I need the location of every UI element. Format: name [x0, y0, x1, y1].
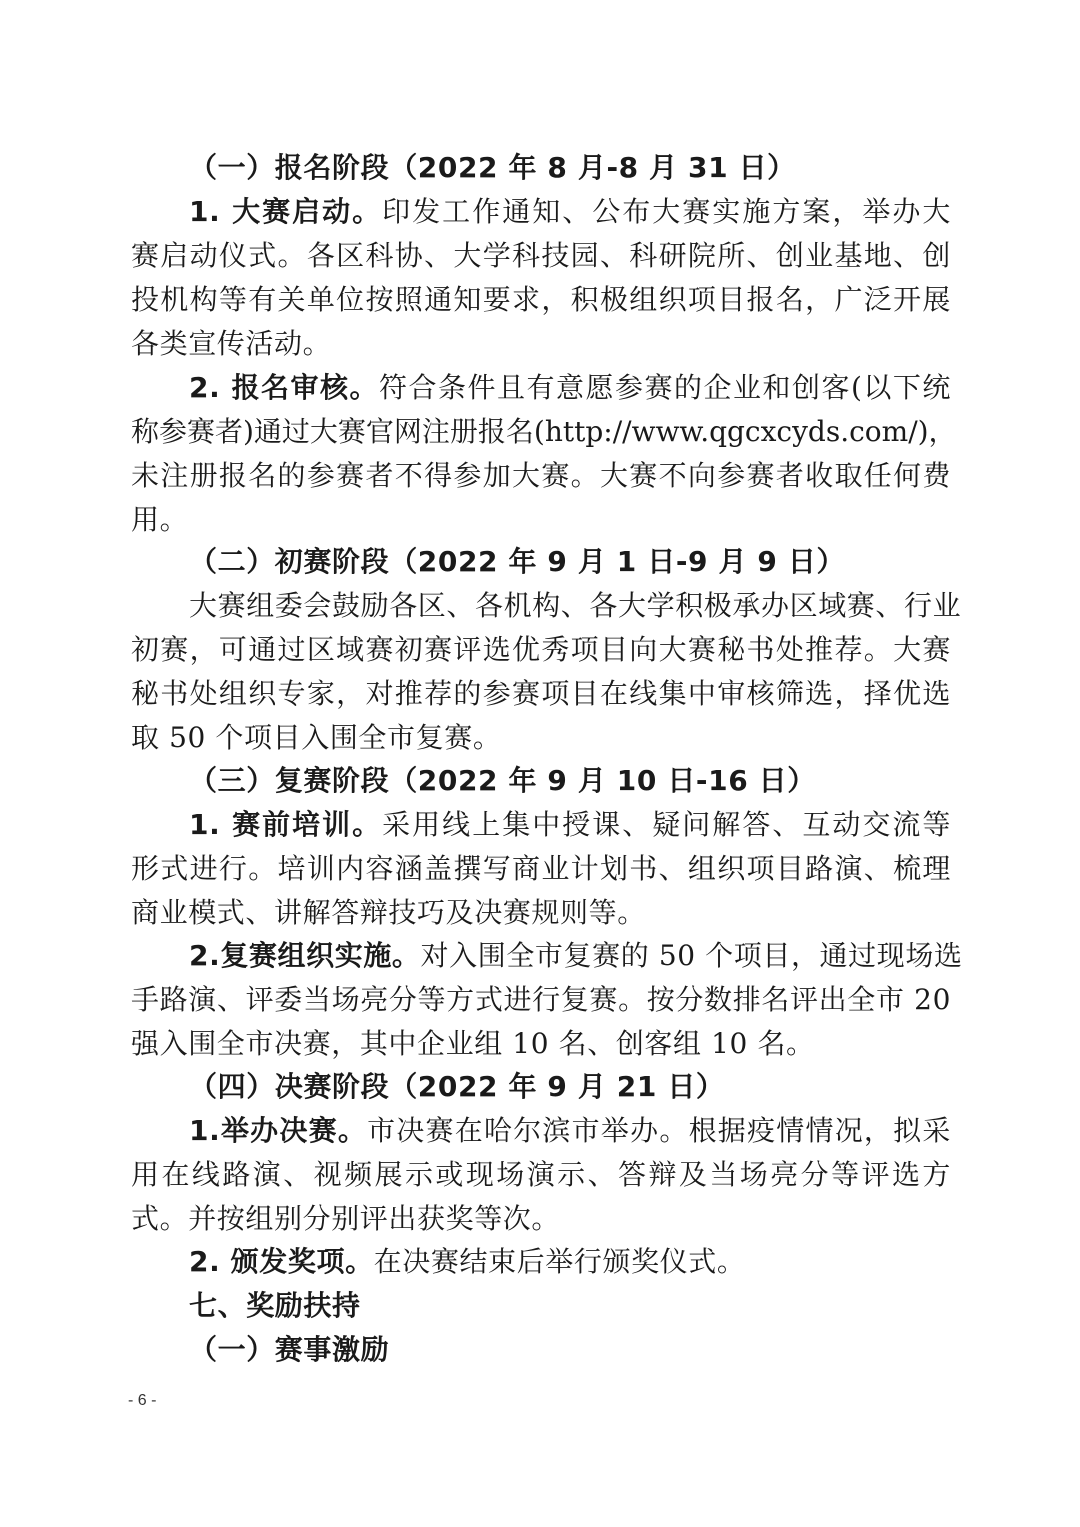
stage2-heading: （二）初赛阶段（2022 年 9 月 1 日-9 月 9 日） — [189, 545, 846, 578]
section7-sub1-heading: （一）赛事激励 — [189, 1333, 390, 1366]
stage3-item1-title: 1. 赛前培训。 — [189, 808, 383, 841]
stage3-item2-line1: 2.复赛组织实施。对入围全市复赛的 50 个项目，通过现场选 — [189, 939, 963, 972]
stage4-item1-line1: 1.举办决赛。市决赛在哈尔滨市举办。根据疫情情况，拟采 — [189, 1114, 951, 1147]
stage4-item2-title: 2. 颁发奖项。 — [189, 1245, 374, 1278]
stage1-item2-line2: 称参赛者)通过大赛官网注册报名(http://www.qgcxcyds.com/)， — [131, 415, 957, 448]
stage1-item2-line1: 2. 报名审核。符合条件且有意愿参赛的企业和创客(以下统 — [189, 371, 951, 404]
stage1-item1-title: 1. 大赛启动。 — [189, 195, 383, 228]
stage1-item2-title: 2. 报名审核。 — [189, 371, 380, 404]
stage3-item2-line3: 强入围全市决赛，其中企业组 10 名、创客组 10 名。 — [131, 1027, 815, 1060]
stage2-line4: 取 50 个项目入围全市复赛。 — [131, 721, 502, 754]
stage4-item1-line2: 用在线路演、视频展示或现场演示、答辩及当场亮分等评选方 — [131, 1158, 951, 1191]
stage1-item2-line4: 用。 — [131, 503, 189, 536]
stage2-line1: 大赛组委会鼓励各区、各机构、各大学积极承办区域赛、行业 — [189, 589, 962, 622]
stage1-item2-line3: 未注册报名的参赛者不得参加大赛。大赛不向参赛者收取任何费 — [131, 459, 951, 492]
stage2-line3: 秘书处组织专家，对推荐的参赛项目在线集中审核筛选，择优选 — [131, 677, 951, 710]
stage3-item1-line3: 商业模式、讲解答辩技巧及决赛规则等。 — [131, 896, 646, 929]
stage1-item1-line4: 各类宣传活动。 — [131, 327, 332, 360]
stage4-item1-line3: 式。并按组别分别评出获奖等次。 — [131, 1202, 561, 1235]
stage3-heading: （三）复赛阶段（2022 年 9 月 10 日-16 日） — [189, 764, 816, 797]
stage3-item2-title: 2.复赛组织实施。 — [189, 939, 421, 972]
page-number: - 6 - — [128, 1392, 157, 1409]
stage3-item2-line2: 手路演、评委当场亮分等方式进行复赛。按分数排名评出全市 20 — [131, 983, 951, 1016]
stage2-line2: 初赛，可通过区域赛初赛评选优秀项目向大赛秘书处推荐。大赛 — [131, 633, 951, 666]
stage3-item1-line2: 形式进行。培训内容涵盖撰写商业计划书、组织项目路演、梳理 — [131, 852, 951, 885]
stage1-item1-line2: 赛启动仪式。各区科协、大学科技园、科研院所、创业基地、创 — [131, 239, 951, 272]
stage1-heading: （一）报名阶段（2022 年 8 月-8 月 31 日） — [189, 151, 796, 184]
stage3-item1-line1: 1. 赛前培训。采用线上集中授课、疑问解答、互动交流等 — [189, 808, 951, 841]
stage4-item1-title: 1.举办决赛。 — [189, 1114, 368, 1147]
stage1-item1-line1: 1. 大赛启动。印发工作通知、公布大赛实施方案，举办大 — [189, 195, 951, 228]
section7-heading: 七、奖励扶持 — [189, 1289, 361, 1322]
stage4-item2-line1: 2. 颁发奖项。在决赛结束后举行颁奖仪式。 — [189, 1245, 746, 1278]
stage1-item1-line3: 投机构等有关单位按照通知要求，积极组织项目报名，广泛开展 — [131, 283, 951, 316]
stage4-heading: （四）决赛阶段（2022 年 9 月 21 日） — [189, 1070, 725, 1103]
